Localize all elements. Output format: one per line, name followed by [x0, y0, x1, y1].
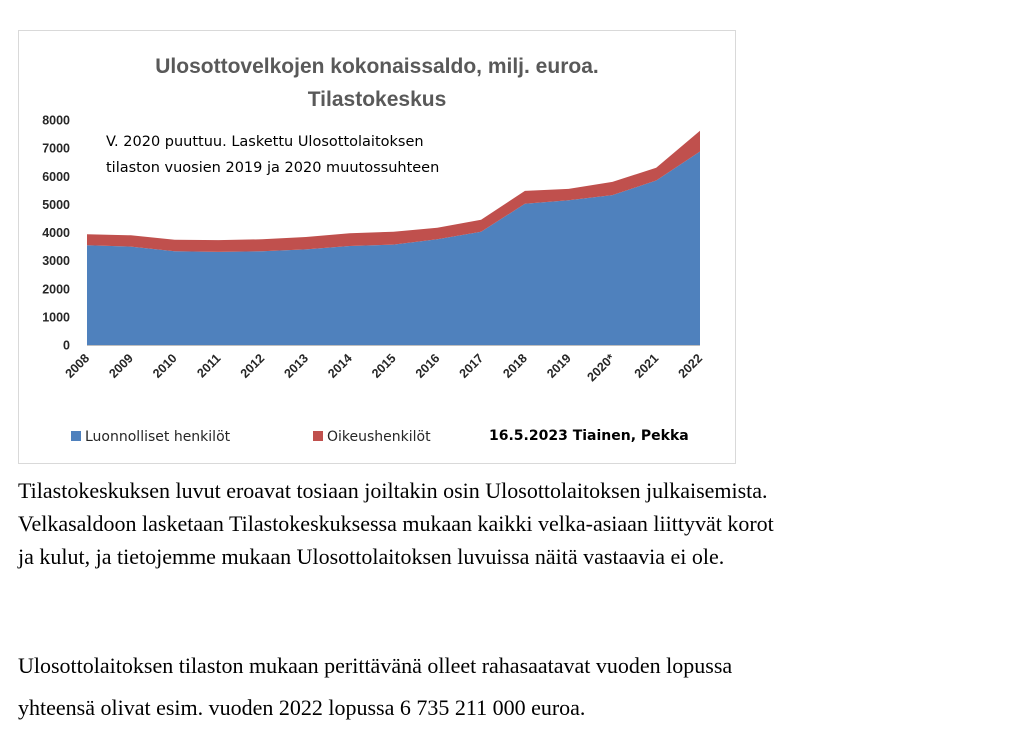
x-tick-label: 2013 [281, 351, 312, 381]
y-tick-label: 3000 [42, 254, 70, 269]
x-tick-label: 2009 [106, 351, 136, 381]
chart-annotation-line-2: tilaston vuosien 2019 ja 2020 muutossuhteen [106, 160, 440, 176]
y-tick-label: 7000 [42, 141, 70, 156]
y-tick-label: 5000 [42, 197, 70, 212]
legend-label-oikeushenkilot: Oikeushenkilöt [327, 429, 431, 445]
x-axis [63, 346, 706, 385]
y-tick-label: 1000 [42, 310, 70, 325]
paragraph-1 [18, 474, 1008, 573]
chart-title-line-2: Tilastokeskus [307, 88, 447, 111]
legend [71, 429, 431, 445]
legend-label-luonnolliset: Luonnolliset henkilöt [85, 429, 231, 445]
y-tick-label: 4000 [42, 226, 70, 240]
legend-swatch-oikeushenkilot [313, 431, 323, 441]
chart-annotation-line-1: V. 2020 puuttuu. Laskettu Ulosottolaitoksen [106, 134, 424, 150]
paragraph-2 [18, 645, 1008, 729]
paragraph-1-line-1: Tilastokeskuksen luvut eroavat tosiaan joiltakin osin Ulosottolaitoksen julkaisemista. [18, 478, 768, 503]
x-tick-label: 2008 [62, 351, 93, 381]
chart-title-line-1: Ulosottovelkojen kokonaissaldo, milj. euroa. [155, 55, 599, 78]
x-tick-label: 2014 [325, 351, 355, 381]
y-tick-label: 8000 [42, 113, 70, 128]
paragraph-2-line-2: yhteensä olivat esim. vuoden 2022 lopussa 6 735 211 000 euroa. [18, 695, 586, 720]
y-tick-label: 0 [63, 338, 70, 353]
x-tick-label: 2021 [631, 351, 662, 381]
y-axis [42, 114, 70, 353]
x-tick-label: 2011 [194, 351, 224, 381]
chart-container [18, 30, 736, 464]
legend-swatch-luonnolliset [71, 431, 81, 441]
y-tick-label: 6000 [42, 169, 70, 184]
x-tick-label: 2018 [500, 351, 530, 381]
paragraph-1-line-2: Velkasaldoon lasketaan Tilastokeskuksessa mukaan kaikki velka-asiaan liittyvät korot [18, 511, 774, 536]
x-tick-label: 2016 [412, 351, 443, 381]
paragraph-2-line-1: Ulosottolaitoksen tilaston mukaan perittävänä olleet rahasaatavat vuoden lopussa [18, 653, 733, 678]
x-tick-label: 2010 [150, 351, 180, 381]
x-tick-label: 2022 [675, 351, 706, 381]
x-tick-label: 2017 [456, 351, 487, 381]
x-tick-label: 2012 [237, 351, 268, 381]
x-tick-label: 2015 [369, 351, 399, 381]
source-note: 16.5.2023 Tiainen, Pekka [489, 428, 689, 444]
x-tick-label: 2020* [584, 351, 618, 385]
area-chart [19, 31, 735, 463]
paragraph-1-line-3: ja kulut, ja tietojemme mukaan Ulosottolaitoksen luvuissa näitä vastaavia ei ole. [18, 544, 725, 569]
x-tick-label: 2019 [544, 351, 574, 381]
y-tick-label: 2000 [42, 282, 70, 297]
